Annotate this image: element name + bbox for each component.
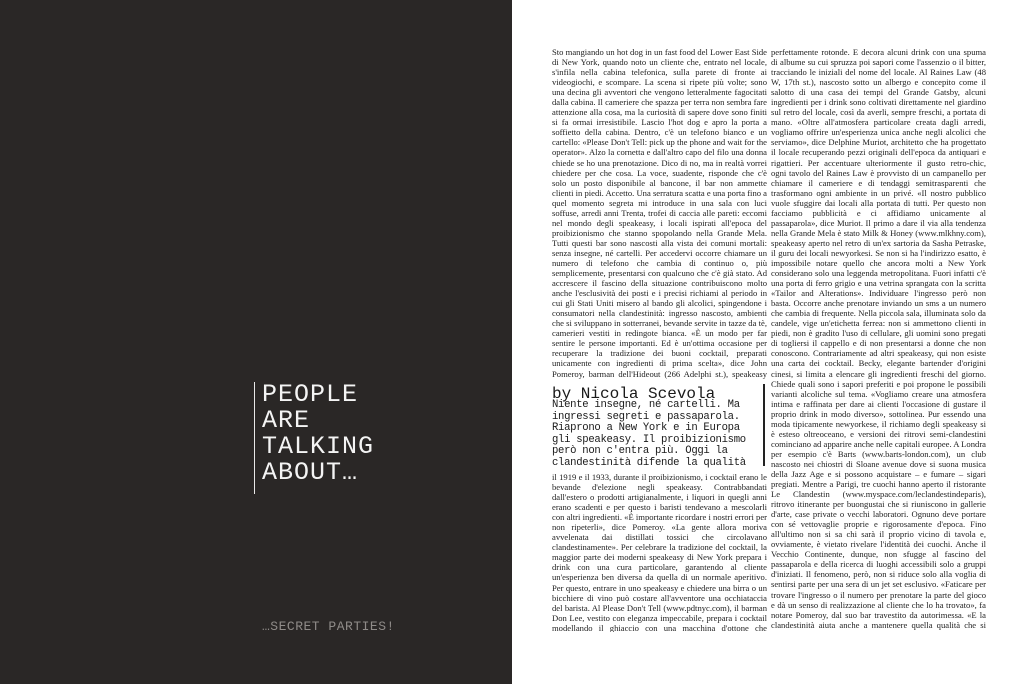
headline-line-2: ARE: [262, 406, 311, 435]
headline-line-3: TALKING: [262, 432, 375, 461]
byline-divider: [763, 384, 765, 466]
article-column-2-text: perfettamente rotonde. E decora alcuni drink con una spuma di albume su cui spruzza poi sapori come l'assenzio o il bitter, tracciando le iniziali del nome del locale. Al Raines Law (48 W, 17th st.), nascosto sotto un albergo e concepito come il salotto di una casa dei tempi del Grande Gatsby, alcuni ingredienti per i drink sono coltivati direttamente nel giardino sul retro del locale, così da averli, sempre freschi, a portata di mano. «Oltre all'atmosfera particolare creata dagli arredi, vogliamo offrire un'esperienza unica anche negli alcolici che serviamo», dice Delphine Muriot, architetto che ha progettato il locale recuperando pezzi originali dell'epoca da antiquari e rigattieri. Per accentuare ulteriormente il gusto retro-chic, ogni tavolo del Raines Law è provvisto di un campanello per chiamare il cameriere e di tendaggi semitrasparenti che trasformano ogni ambiente in un privé. «Il nostro pubblico vuole sfuggire dai locali alla portata di tutti. Per questo non facciamo pubblicità e ci affidiamo unicamente al passaparola», dice Muriot. Il primo a dare il via alla tendenza nella Grande Mela è stato Milk & Honey (www.mlkhny.com), speakeasy aperto nel retro di un'ex sartoria da Sasha Petraske, il guru dei locali newyorkesi. Se non si ha l'indirizzo esatto, è impossibile notare quello che ancora molti a New York considerano solo una leggenda metropolitana. Fuori infatti c'è una porta di ferro grigio e una vetrina sprangata con la scritta «Tailor and Alterations». Individuare l'ingresso però non basta. Occorre anche prenotare inviando un sms a un numero che cambia di frequente. Nella piccola sala, illuminata solo da candele, vige un'etichetta ferrea: non si ammettono clienti in piedi, non è gradito l'uso di cellulare, gli uomini sono pregati di togliersi il cappello e di non presentarsi a donne che non conoscono. Contrariamente ad altri speakeasy, qui non esiste una carta dei cocktail. Becky, elegante bartender d'origini cinesi, si limita a elencare gli ingredienti freschi del giorno. Chiede quali sono i sapori preferiti e poi propone le possibili varianti alcoliche sul tema. «Vogliamo creare una atmosfera intima e raffinata per dare ai clienti l'occasione di gustare il proprio drink in modo diverso», sottolinea. Pur essendo una moda tipicamente newyorkese, il richiamo degli speakeasy si è esteso oltreoceano, e versioni dei ritrovi semi-clandestini cominciano ad apparire anche nelle capitali europee. A Londra per esempio c'è Barts (www.barts-london.com), un club nascosto nei chiostri di Sloane avenue dove si suona musica della Jazz Age e si possono acquistare – e fumare – sigari pregiati. Mentre a Parigi, tre cuochi hanno aperto il ristorante Le Clandestin (www.myspace.com/leclandestindeparis), ritrovo itinerante per buongustai che si riuniscono in gallerie d'arte, case private o vecchi laboratori. Ognuno deve portare con sé vettovaglie proprie e rigorosamente d'epoca. Fino all'ultimo non si sa chi sarà il proprio vicino di tavola e, ovviamente, è vietato rivelare l'identità dei cuochi. Anche il Vecchio Continente, dunque, non sfugge al fascino del passaparola e della ricerca di luoghi accessibili solo a gruppi d'iniziati. Il fenomeno, però, non si riduce solo alla voglia di sentirsi parte per una sera di un jet set esclusivo. «Faticare per trovare l'ingresso o il numero per prenotare la parte del gioco e dà un senso di realizzazione al cliente che lo ha trovato», fa notare Pomeroy, dal suo bar travestito da autorimessa. «E la clandestinità aiuta anche a mantenere quella qualità che si: [771, 47, 986, 630]
article-column-1-top: Sto mangiando un hot dog in un fast food del Lower East Side di New York, quando noto un cliente che, entrato nel locale, s'infila nella cabina telefonica, sulla parete di fronte ai videogiochi, e scompare. La scena si ripete più volte; sono una decina gli avventori che vengono letteralmente fagocitati dalla cabina. Il cameriere che spazza per terra non sembra fare attenzione alla cosa, ma la curiosità di sapere dove sono finiti si fa ormai irresistibile. Lascio l'hot dog e apro la porta a soffietto della cabina. Dentro, c'è un telefono bianco e un cartello: «Please Don't Tell: pick up the phone and wait for the operator». Alzo la cornetta e dall'altro capo del filo una donna chiede se ho una prenotazione. Dico di no, ma in realtà vorrei chiedere per che cosa. La voce, suadente, risponde che c'è solo un posto disponibile al bancone, il bar non ammette clienti in piedi. Accetto. Una serratura scatta e una porta fino a quel momento segreta mi introduce in una sala con luci soffuse, arredi anni Trenta, trofei di caccia alle pareti: eccomi nel mondo degli speakeasy, i locali ispirati all'epoca del proibizionismo che stanno spopolando nella Grande Mela. Tutti questi bar sono nascosti alla vista dei comuni mortali: senza insegne, né cartelli. Per accedervi occorre chiamare un numero di telefono che cambia di continuo o, più semplicemente, presentarsi con qualcuno che c'è già stato. Ad accrescere il fascino della situazione contribuiscono molto anche l'esclusività dei posti e i precisi richiami al periodo in cui gli Stati Uniti misero al bando gli alcolici, spingendone i consumatori nella clandestinità: ingresso nascosto, ambienti che si sviluppano in sotterranei, bevande servite in tazze da tè, camerieri vestiti in redingote bianca. «È un modo per far sentire le persone importanti. Ed è un'ottima occasione per recuperare la tradizione dei buoni cocktail, preparati unicamente con ingredienti di prima scelta», dice John Pomeroy, barman dell'Hideout (266 Adelphi st.), speakeasy: [552, 47, 767, 379]
article-column-1-bottom: il 1919 e il 1933, durante il proibizionismo, i cocktail erano le bevande d'elezione negli speakeasy. Contrabbandati dall'estero o prodotti artigianalmente, i liquori in quegli anni erano scadenti e per questo i baristi tendevano a mescolarli con altri ingredienti. «È importante ricordare i nostri errori per non ripeterli», dice Pomeroy. «La gente allora moriva avvelenata dai distillati tossici che circolavano clandestinamente». Per celebrare la tradizione del cocktail, la maggior parte dei moderni speakeasy di New York prepara i drink con una cura particolare, garantendo al cliente un'esperienza ben diversa da quella di un normale aperitivo. Per questo, entrare in uno speakeasy e chiedere una birra o un bicchiere di vino può costare all'avventore una occhiataccia del barista. Al Please Don't Tell (www.pdtnyc.com), il barman Don Lee, vestito con eleganza impeccabile, prepara i cocktail modellando il ghiaccio con una macchina d'ottone che: [552, 472, 767, 632]
article-column-2: [771, 47, 986, 630]
byline: by Nicola Scevola: [552, 385, 716, 403]
article-deck: Niente insegne, né cartelli. Ma ingressi segreti e passaparola. Riaprono a New York e in Europa gli speakeasy. Il proibizionismo però non c'entra più. Oggi la clandestinità difende la qualità: [552, 399, 746, 469]
headline-line-1: PEOPLE: [262, 380, 359, 409]
headline-line-4: ABOUT…: [262, 458, 359, 487]
headline: [254, 382, 454, 494]
section-footer: …SECRET PARTIES!: [262, 619, 395, 634]
